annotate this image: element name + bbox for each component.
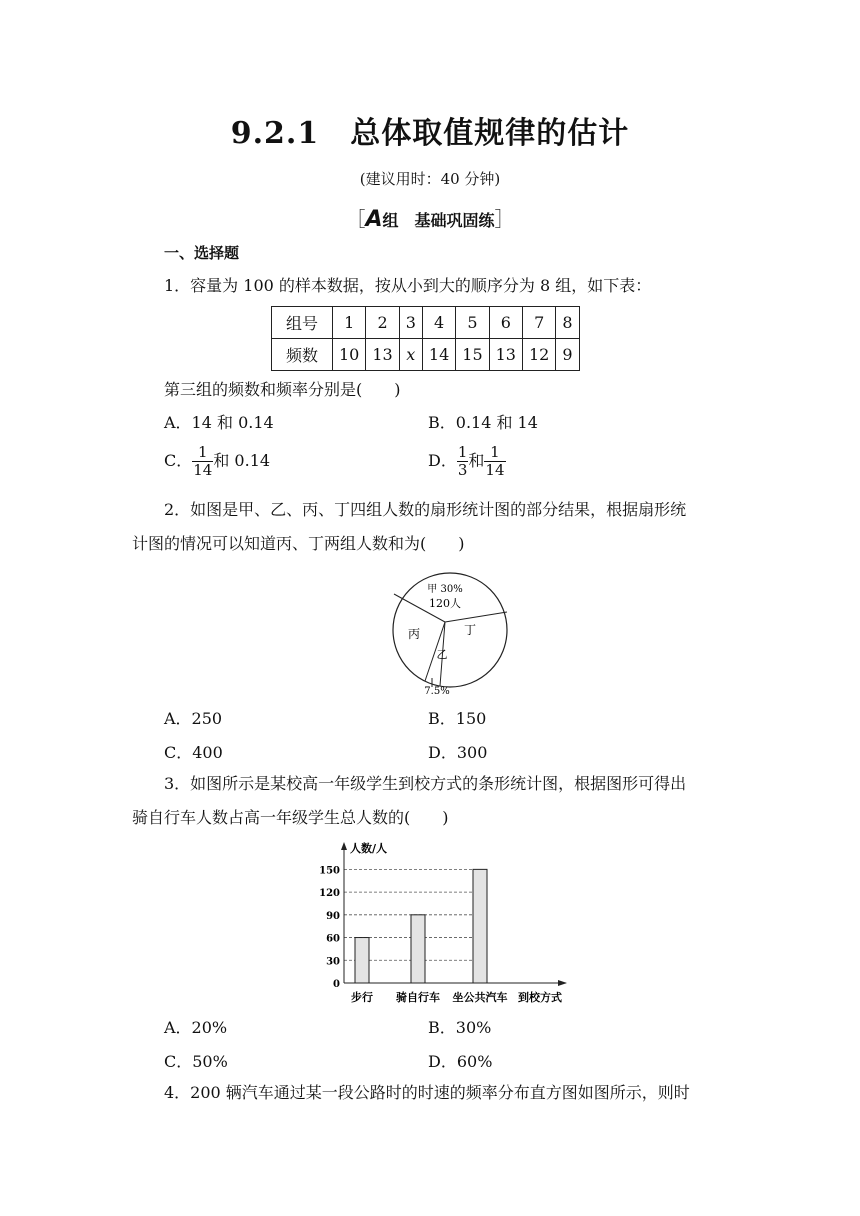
q2-option-a: A．250: [164, 709, 223, 728]
q1-question: 第三组的频数和频率分别是( ): [164, 380, 401, 399]
bracket-right: ］: [494, 207, 515, 231]
numerator: 1: [192, 444, 213, 462]
table-cell: 7: [522, 307, 555, 339]
q3-stem-line1: 3．如图所示是某校高一年级学生到校方式的条形统计图，根据图形可得出: [164, 774, 687, 793]
table-cell: 13: [489, 339, 522, 371]
x-tick-label: 坐公共汽车: [452, 991, 508, 1004]
table-row: [272, 339, 580, 371]
fraction: [192, 444, 213, 479]
bar: [355, 938, 369, 983]
y-tick-label: 120: [319, 888, 340, 900]
bar-chart: [300, 838, 572, 1008]
section-heading: 一、选择题: [164, 244, 240, 262]
x-tick-label: 骑自行车: [396, 991, 440, 1004]
frequency-table: [271, 306, 580, 371]
option-label: D．: [428, 451, 457, 470]
bracket-left: ［: [345, 207, 366, 231]
table-cell: 8: [556, 307, 579, 339]
q3-stem-line2: 骑自行车人数占高一年级学生总人数的( ): [132, 808, 449, 827]
group-label: 组 基础巩固练: [382, 211, 495, 230]
q3-option-a: A．20%: [164, 1018, 228, 1037]
pie-label-yi: 乙: [436, 648, 448, 661]
table-cell: 4: [422, 307, 455, 339]
fraction: [484, 444, 505, 479]
pie-divider: [445, 612, 507, 622]
denominator: 14: [485, 461, 505, 479]
y-axis-label: 人数/人: [350, 842, 388, 855]
pie-label-bing: 丙: [407, 627, 421, 641]
table-row: [272, 307, 580, 339]
y-tick-label: 30: [326, 956, 340, 968]
table-cell: 1: [333, 307, 366, 339]
x-tick-label: 步行: [351, 991, 373, 1004]
bar: [411, 915, 425, 983]
pie-label-ding: 丁: [463, 623, 477, 637]
q2-option-d: D．300: [428, 743, 488, 762]
pie-label-jia-count: 120人: [429, 597, 461, 610]
page-title: 9.2.1 总体取值规律的估计: [230, 116, 630, 151]
suggested-time: (建议用时：40 分钟): [359, 170, 501, 188]
y-tick-label: 150: [319, 865, 340, 877]
q2-stem-line1: 2．如图是甲、乙、丙、丁四组人数的扇形统计图的部分结果，根据扇形统: [164, 500, 687, 519]
q2-option-b: B．150: [428, 709, 487, 728]
table-cell: 9: [556, 339, 579, 371]
q3-option-b: B．30%: [428, 1018, 492, 1037]
denominator: 3: [457, 461, 468, 479]
q1-option-c: [164, 444, 270, 479]
y-tick-label: 90: [326, 910, 340, 922]
row-header-group: 组号: [272, 307, 333, 339]
table-cell: 2: [366, 307, 399, 339]
q1-stem: 1．容量为 100 的样本数据，按从小到大的顺序分为 8 组，如下表：: [164, 276, 652, 295]
table-cell: 15: [456, 339, 489, 371]
denominator: 14: [193, 461, 213, 479]
y-tick-label: 60: [326, 933, 340, 945]
q3-option-c: C．50%: [164, 1052, 228, 1071]
option-label: C．: [164, 451, 193, 470]
q4-stem-line1: 4．200 辆汽车通过某一段公路时的时速的频率分布直方图如图所示，则时: [164, 1083, 690, 1102]
row-header-freq: 频数: [272, 339, 333, 371]
table-cell: 6: [489, 307, 522, 339]
x-axis-label: 到校方式: [518, 991, 562, 1004]
q2-option-c: C．400: [164, 743, 223, 762]
bar: [473, 869, 487, 983]
table-cell: 3: [399, 307, 422, 339]
fraction: [457, 444, 469, 479]
table-cell: 14: [422, 339, 455, 371]
table-cell: 5: [456, 307, 489, 339]
x-axis-arrow: [558, 980, 567, 986]
option-mid: 和: [468, 451, 485, 470]
option-tail: 和 0.14: [213, 451, 271, 470]
q1-option-d: [428, 444, 506, 479]
group-letter: A: [365, 207, 383, 232]
y-tick-label: 0: [333, 979, 340, 990]
q1-option-b: B．0.14 和 14: [428, 413, 538, 432]
pie-label-jia-pct: 甲 30%: [427, 584, 463, 595]
pie-chart: [380, 572, 520, 696]
numerator: 1: [457, 443, 468, 461]
table-cell: x: [399, 339, 422, 371]
table-cell: 13: [366, 339, 399, 371]
numerator: 1: [484, 444, 505, 462]
q2-stem-line2: 计图的情况可以知道丙、丁两组人数和为( ): [132, 534, 465, 553]
pie-label-yi-pct: 7.5%: [424, 686, 450, 696]
table-cell: 12: [522, 339, 555, 371]
y-axis-arrow: [341, 842, 347, 850]
table-cell: 10: [333, 339, 366, 371]
q1-option-a: A．14 和 0.14: [164, 413, 274, 432]
group-badge: [0, 203, 860, 232]
q3-option-d: D．60%: [428, 1052, 493, 1071]
